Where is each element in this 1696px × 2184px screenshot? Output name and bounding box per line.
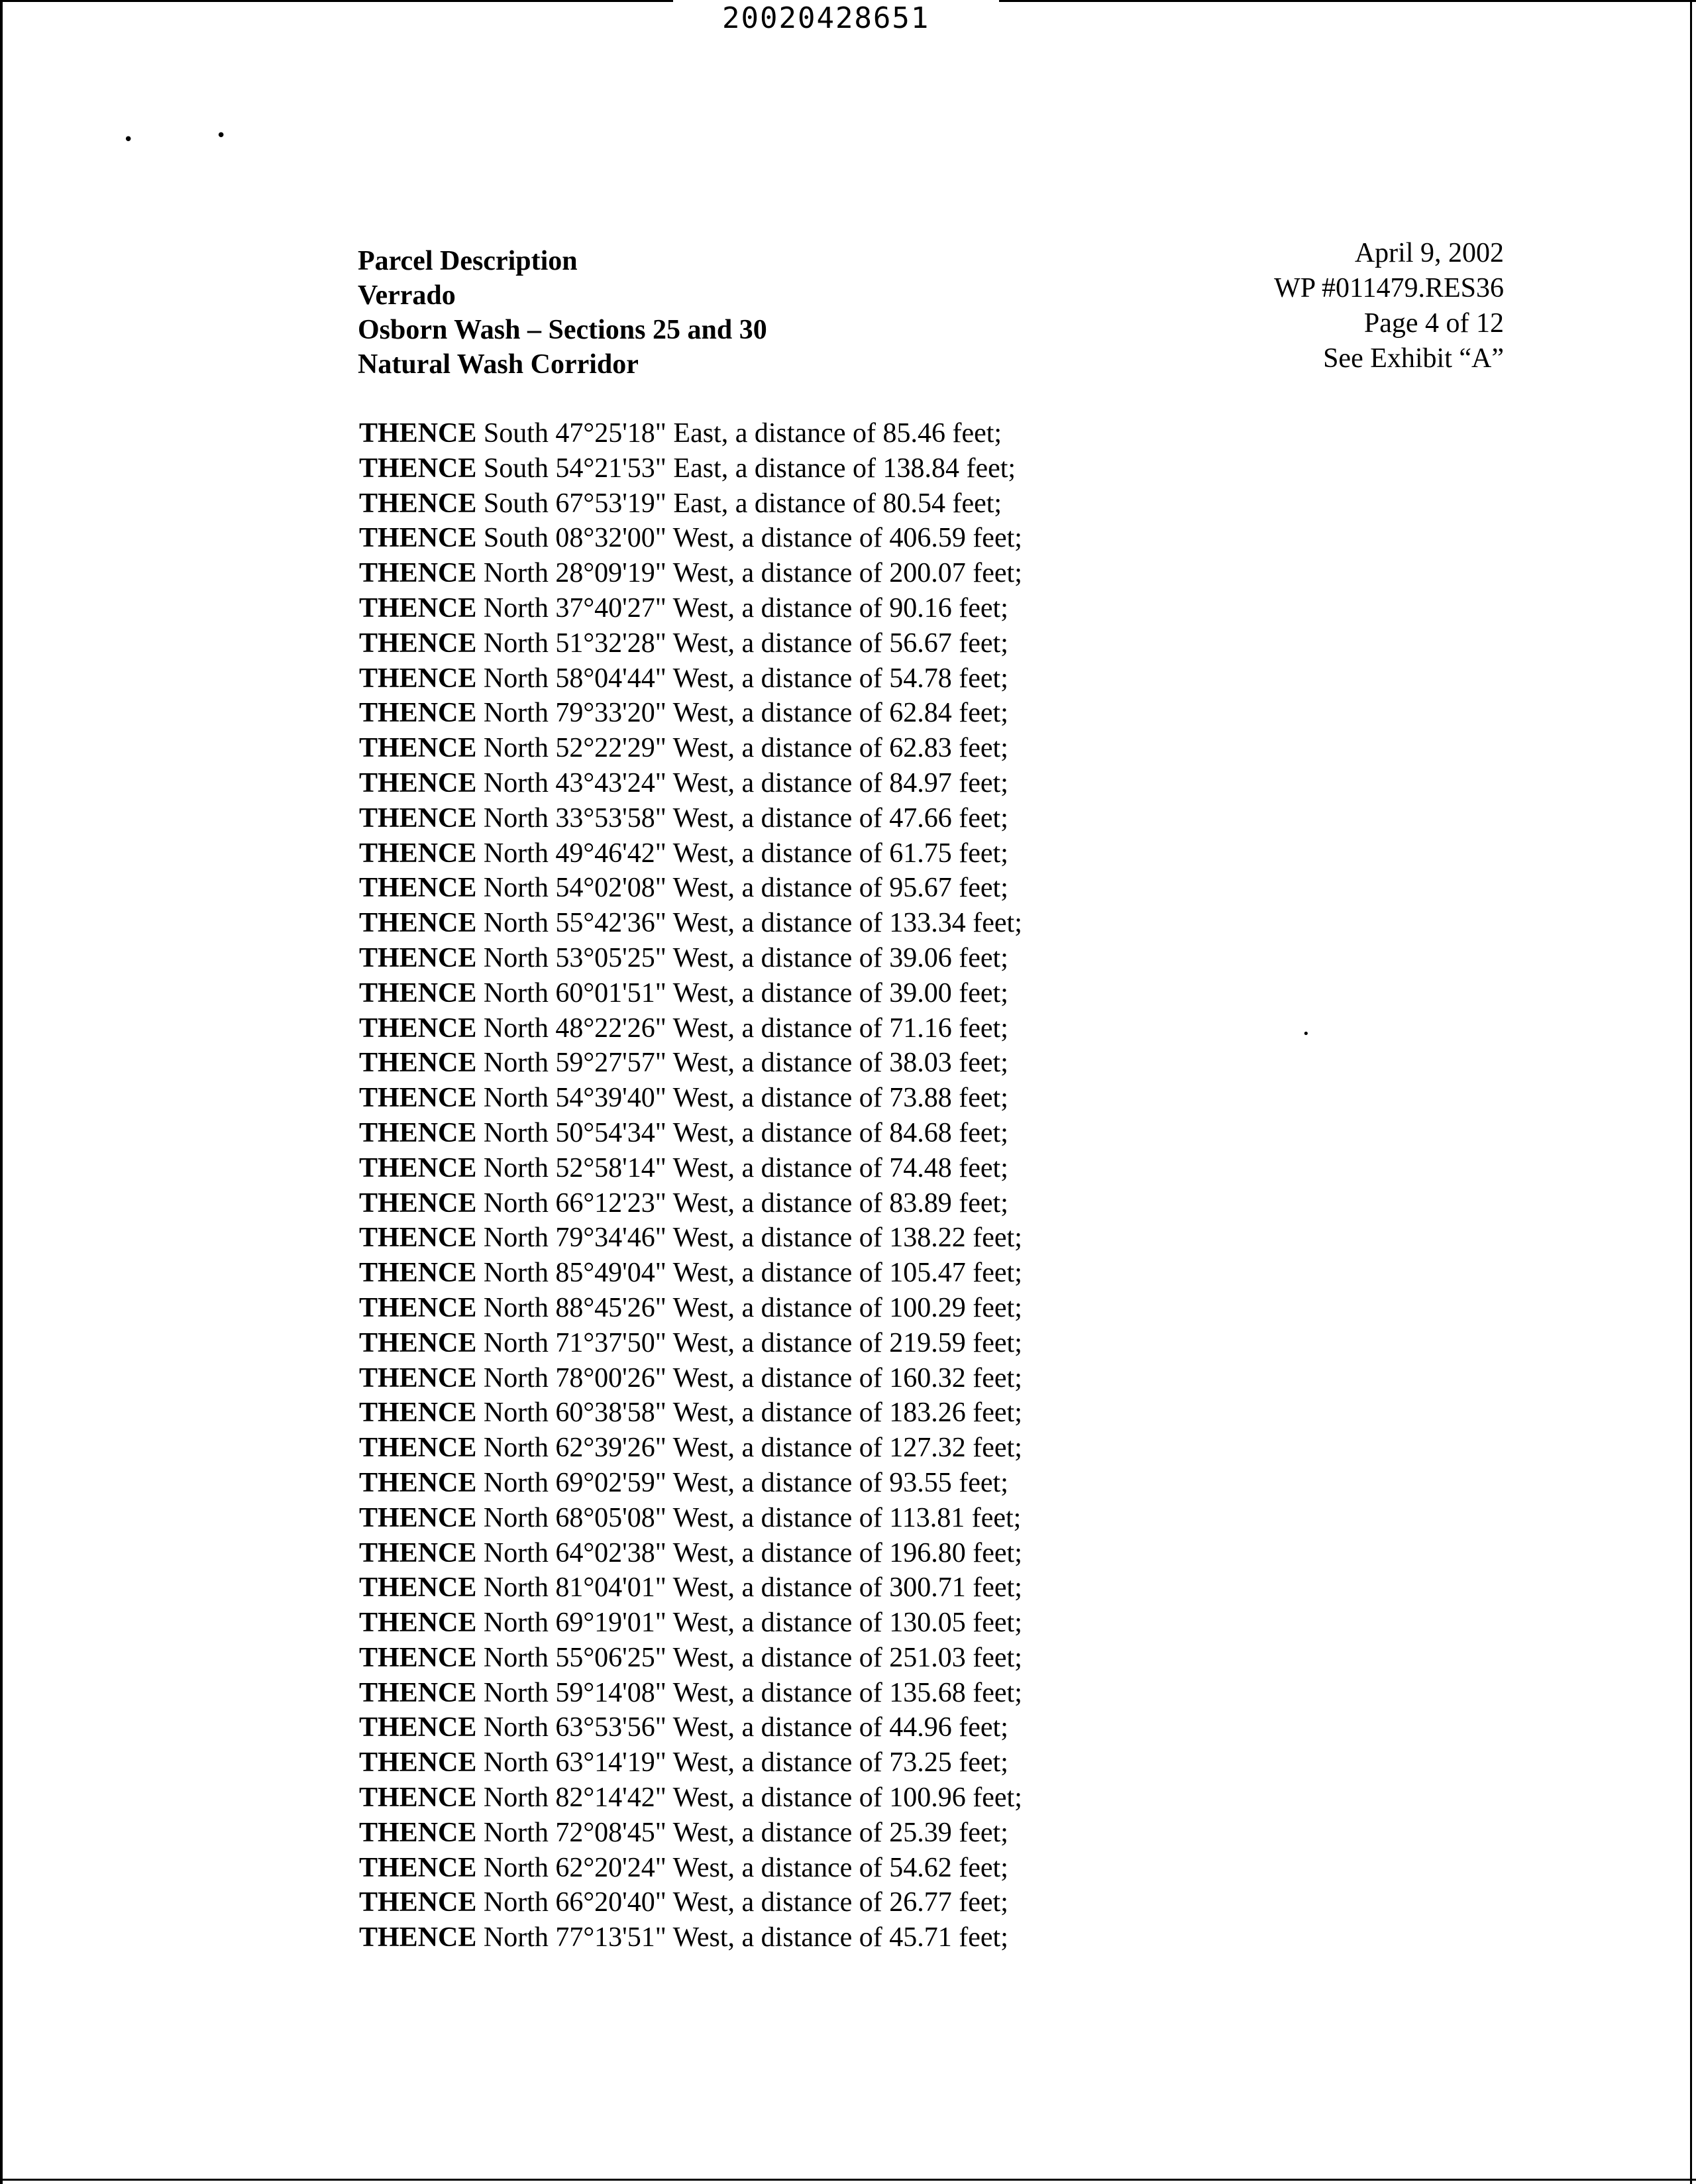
thence-keyword: THENCE: [359, 1467, 477, 1498]
thence-keyword: THENCE: [359, 1608, 477, 1639]
bearing-line: [359, 1641, 1022, 1676]
thence-keyword: THENCE: [359, 592, 477, 624]
bearing-text: South 67°53'19" East, a distance of 80.54 feet;: [476, 488, 1002, 519]
bearing-text: North 60°01'51" West, a distance of 39.00 feet;: [476, 977, 1008, 1009]
bearing-text: North 62°39'26" West, a distance of 127.32 feet;: [476, 1433, 1022, 1464]
bearing-text: South 54°21'53" East, a distance of 138.84 feet;: [476, 453, 1016, 484]
thence-keyword: THENCE: [359, 1782, 477, 1814]
bearing-line: [359, 1151, 1022, 1186]
thence-keyword: THENCE: [359, 1537, 477, 1568]
scan-speck: •: [216, 126, 227, 146]
scan-border-bottom: [0, 2179, 1696, 2181]
bearing-text: North 72°08'45" West, a distance of 25.39 feet;: [476, 1817, 1008, 1848]
parcel-header: [358, 244, 767, 382]
bearing-line: [359, 591, 1022, 626]
thence-keyword: THENCE: [359, 1852, 477, 1883]
bearing-text: North 60°38'58" West, a distance of 183.26 feet;: [476, 1397, 1022, 1429]
bearing-line: [359, 1221, 1022, 1256]
bearing-line: [359, 1710, 1022, 1745]
bearing-line: [359, 1361, 1022, 1396]
bearing-text: North 82°14'42" West, a distance of 100.96 feet;: [476, 1782, 1022, 1814]
thence-keyword: THENCE: [359, 558, 477, 589]
parcel-header-line: Parcel Description: [358, 246, 578, 276]
bearing-text: North 48°22'26" West, a distance of 71.16 feet;: [476, 1012, 1008, 1044]
bearing-line: [359, 731, 1022, 766]
bearing-line: [359, 1046, 1022, 1081]
scan-speck: •: [123, 130, 134, 150]
bearing-line: [359, 1291, 1022, 1326]
thence-keyword: THENCE: [359, 1397, 477, 1429]
thence-keyword: THENCE: [359, 488, 477, 519]
bearing-line: [359, 906, 1022, 941]
bearing-line: [359, 1116, 1022, 1151]
bearing-text: North 62°20'24" West, a distance of 54.62 feet;: [476, 1852, 1008, 1883]
bearing-text: North 54°39'40" West, a distance of 73.88 feet;: [476, 1083, 1008, 1114]
scan-border-top-right: [999, 0, 1696, 2]
bearing-line: [359, 1501, 1022, 1536]
bearing-line: [359, 451, 1022, 486]
thence-keyword: THENCE: [359, 802, 477, 834]
bearing-line: [359, 976, 1022, 1011]
bearing-line: [359, 696, 1022, 731]
bearing-line: [359, 1851, 1022, 1886]
scan-border-right: [1690, 0, 1692, 2184]
bearing-text: North 43°43'24" West, a distance of 84.97 feet;: [476, 767, 1008, 798]
thence-keyword: THENCE: [359, 1642, 477, 1673]
bearing-line: [359, 801, 1022, 836]
thence-keyword: THENCE: [359, 1187, 477, 1219]
bearing-text: North 28°09'19" West, a distance of 200.07 feet;: [476, 558, 1022, 589]
bearing-line: [359, 661, 1022, 696]
bearing-line: [359, 1081, 1022, 1116]
bearing-text: North 55°06'25" West, a distance of 251.03 feet;: [476, 1642, 1022, 1673]
bearing-text: North 79°33'20" West, a distance of 62.84 feet;: [476, 698, 1008, 729]
bearing-text: North 49°46'42" West, a distance of 61.75 feet;: [476, 838, 1008, 869]
bearing-line: [359, 521, 1022, 556]
bearing-line: [359, 626, 1022, 661]
bearing-line: [359, 1186, 1022, 1221]
thence-keyword: THENCE: [359, 523, 477, 554]
bearing-line: [359, 1326, 1022, 1361]
thence-keyword: THENCE: [359, 1012, 477, 1044]
thence-keyword: THENCE: [359, 1572, 477, 1604]
bearing-text: North 50°54'34" West, a distance of 84.68 feet;: [476, 1117, 1008, 1148]
bearing-line: [359, 1256, 1022, 1291]
scan-border-top-left: [0, 0, 673, 2]
bearing-text: South 08°32'00" West, a distance of 406.59 feet;: [476, 523, 1022, 554]
bearing-text: North 78°00'26" West, a distance of 160.32 feet;: [476, 1362, 1022, 1393]
bearing-line: [359, 556, 1022, 591]
bearing-text: North 77°13'51" West, a distance of 45.71 feet;: [476, 1922, 1008, 1953]
parcel-header-line: Natural Wash Corridor: [358, 349, 639, 380]
thence-keyword: THENCE: [359, 418, 477, 449]
bearing-line: [359, 1011, 1022, 1046]
thence-keyword: THENCE: [359, 1502, 477, 1533]
bearing-text: North 37°40'27" West, a distance of 90.16 feet;: [476, 592, 1008, 624]
bearing-text: North 52°58'14" West, a distance of 74.48 feet;: [476, 1152, 1008, 1183]
thence-keyword: THENCE: [359, 1223, 477, 1254]
recording-number: 20020428651: [722, 1, 930, 35]
thence-keyword: THENCE: [359, 942, 477, 973]
bearing-line: [359, 1885, 1022, 1920]
bearing-text: North 59°14'08" West, a distance of 135.68 feet;: [476, 1677, 1022, 1708]
bearing-text: North 51°32'28" West, a distance of 56.67 feet;: [476, 628, 1008, 659]
scan-speck: •: [1302, 1027, 1310, 1041]
thence-keyword: THENCE: [359, 767, 477, 798]
thence-keyword: THENCE: [359, 1362, 477, 1393]
thence-keyword: THENCE: [359, 1887, 477, 1918]
bearing-text: North 88°45'26" West, a distance of 100.29 feet;: [476, 1292, 1022, 1323]
thence-keyword: THENCE: [359, 1258, 477, 1289]
bearing-line: [359, 766, 1022, 801]
bearing-text: North 69°19'01" West, a distance of 130.05 feet;: [476, 1608, 1022, 1639]
bearing-text: North 71°37'50" West, a distance of 219.59 feet;: [476, 1327, 1022, 1358]
bearing-line: [359, 1395, 1022, 1431]
bearing-text: North 68°05'08" West, a distance of 113.81 feet;: [476, 1502, 1022, 1533]
bearing-text: North 69°02'59" West, a distance of 93.55 feet;: [476, 1467, 1008, 1498]
bearing-line: [359, 836, 1022, 871]
bearing-line: [359, 1745, 1022, 1780]
bearing-line: [359, 1606, 1022, 1641]
bearing-text: North 85°49'04" West, a distance of 105.47 feet;: [476, 1258, 1022, 1289]
work-project-number: WP #011479.RES36: [1274, 273, 1504, 303]
thence-keyword: THENCE: [359, 838, 477, 869]
bearing-text: North 53°05'25" West, a distance of 39.06 feet;: [476, 942, 1008, 973]
bearing-line: [359, 1676, 1022, 1711]
thence-keyword: THENCE: [359, 1817, 477, 1848]
bearing-text: South 47°25'18" East, a distance of 85.46 feet;: [476, 418, 1002, 449]
thence-keyword: THENCE: [359, 977, 477, 1009]
scan-border-left: [0, 0, 3, 2184]
bearing-text: North 33°53'58" West, a distance of 47.66 feet;: [476, 802, 1008, 834]
thence-keyword: THENCE: [359, 628, 477, 659]
bearing-text: North 63°14'19" West, a distance of 73.25 feet;: [476, 1747, 1008, 1778]
thence-keyword: THENCE: [359, 698, 477, 729]
bearing-line: [359, 1816, 1022, 1851]
thence-keyword: THENCE: [359, 1083, 477, 1114]
thence-keyword: THENCE: [359, 1048, 477, 1079]
thence-keyword: THENCE: [359, 1327, 477, 1358]
thence-keyword: THENCE: [359, 1747, 477, 1778]
exhibit-reference: See Exhibit “A”: [1323, 343, 1504, 374]
document-date: April 9, 2002: [1354, 238, 1504, 268]
thence-keyword: THENCE: [359, 1152, 477, 1183]
thence-keyword: THENCE: [359, 1292, 477, 1323]
bearing-line: [359, 1570, 1022, 1606]
thence-keyword: THENCE: [359, 1117, 477, 1148]
bearing-line: [359, 1780, 1022, 1816]
bearing-text: North 66°20'40" West, a distance of 26.77 feet;: [476, 1887, 1008, 1918]
parcel-header-line: Verrado: [358, 280, 456, 311]
document-info-header: [1274, 236, 1504, 376]
bearing-text: North 64°02'38" West, a distance of 196.80 feet;: [476, 1537, 1022, 1568]
bearing-text: North 66°12'23" West, a distance of 83.89 feet;: [476, 1187, 1008, 1219]
bearing-line: [359, 941, 1022, 976]
thence-keyword: THENCE: [359, 663, 477, 694]
parcel-header-line: Osborn Wash – Sections 25 and 30: [358, 315, 767, 345]
thence-keyword: THENCE: [359, 1677, 477, 1708]
bearing-line: [359, 416, 1022, 451]
bearing-line: [359, 1466, 1022, 1501]
thence-keyword: THENCE: [359, 1433, 477, 1464]
bearing-line: [359, 1920, 1022, 1955]
bearing-text: North 54°02'08" West, a distance of 95.67 feet;: [476, 873, 1008, 904]
bearing-text: North 59°27'57" West, a distance of 38.03 feet;: [476, 1048, 1008, 1079]
bearing-text: North 55°42'36" West, a distance of 133.34 feet;: [476, 908, 1022, 939]
bearing-line: [359, 871, 1022, 906]
bearing-line: [359, 1431, 1022, 1466]
bearing-text: North 79°34'46" West, a distance of 138.22 feet;: [476, 1223, 1022, 1254]
bearing-text: North 63°53'56" West, a distance of 44.96 feet;: [476, 1712, 1008, 1743]
bearing-text: North 81°04'01" West, a distance of 300.71 feet;: [476, 1572, 1022, 1604]
thence-keyword: THENCE: [359, 453, 477, 484]
bearing-text: North 52°22'29" West, a distance of 62.83 feet;: [476, 733, 1008, 764]
thence-keyword: THENCE: [359, 733, 477, 764]
bearing-text: North 58°04'44" West, a distance of 54.78 feet;: [476, 663, 1008, 694]
page-number: Page 4 of 12: [1363, 308, 1504, 339]
bearing-line: [359, 486, 1022, 521]
thence-keyword: THENCE: [359, 1922, 477, 1953]
bearing-distance-list: [359, 416, 1022, 1955]
bearing-line: [359, 1536, 1022, 1571]
thence-keyword: THENCE: [359, 908, 477, 939]
thence-keyword: THENCE: [359, 1712, 477, 1743]
thence-keyword: THENCE: [359, 873, 477, 904]
